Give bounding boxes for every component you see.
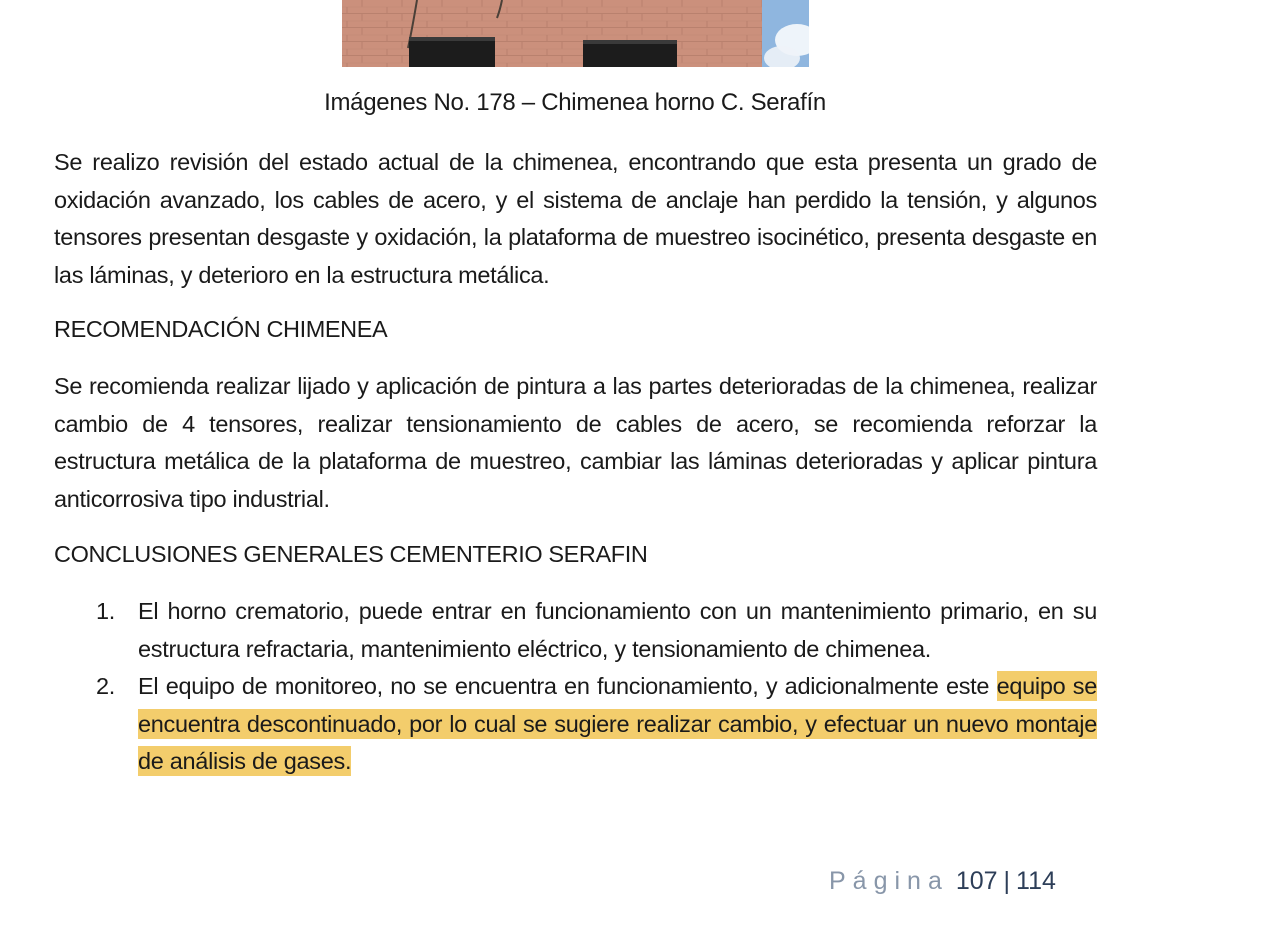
list-item — [54, 668, 1097, 781]
figure-caption — [0, 89, 1150, 117]
highlighted-text: equipo se encuentra descontinuado, por lo cual se sugiere realizar cambio, y efectuar un nuevo montaje de análisis de gases. — [138, 673, 1097, 774]
total-pages: 114 — [1016, 867, 1056, 895]
current-page-number: 107 — [955, 867, 998, 895]
page-separator: | — [1003, 867, 1011, 895]
chimney-photo — [342, 0, 809, 67]
list-number: 1. — [96, 598, 115, 624]
page-label: Página — [829, 867, 949, 895]
paragraph-chimney-status: Se realizo revisión del estado actual de la chimenea, encontrando que esta presenta un grado de oxidación avanzado, los cables de acero, y el sistema de anclaje han perdido la tensión, y algunos tensores presentan desgaste y oxidación, la plataforma de muestreo isocinético, presenta desgaste en las láminas, y deterioro en la estructura metálica. — [54, 149, 1097, 288]
list-number: 2. — [96, 673, 115, 699]
list-item-text: El horno crematorio, puede entrar en funcionamiento con un mantenimiento primario, en su estructura refractaria, mantenimiento eléctrico, y tensionamiento de chimenea. — [138, 598, 1097, 662]
caption-text: Imágenes No. 178 – Chimenea horno C. Serafín — [324, 89, 826, 116]
heading-conclusions: CONCLUSIONES GENERALES CEMENTERIO SERAFIN — [54, 541, 648, 567]
heading-recommendation: RECOMENDACIÓN CHIMENEA — [54, 316, 388, 342]
list-item — [54, 593, 1097, 668]
conclusions-list — [54, 593, 1097, 781]
paragraph-recommendation: Se recomienda realizar lijado y aplicación de pintura a las partes deterioradas de la chimenea, realizar cambio de 4 tensores, realizar tensionamiento de cables de acero, se recomienda reforzar la estructura metálica de la plataforma de muestreo, cambiar las láminas deterioradas y aplicar pintura anticorrosiva tipo industrial. — [54, 373, 1097, 512]
list-item-text: El equipo de monitoreo, no se encuentra en funcionamiento, y adicionalmente este — [138, 673, 997, 699]
page-footer — [829, 867, 1056, 896]
